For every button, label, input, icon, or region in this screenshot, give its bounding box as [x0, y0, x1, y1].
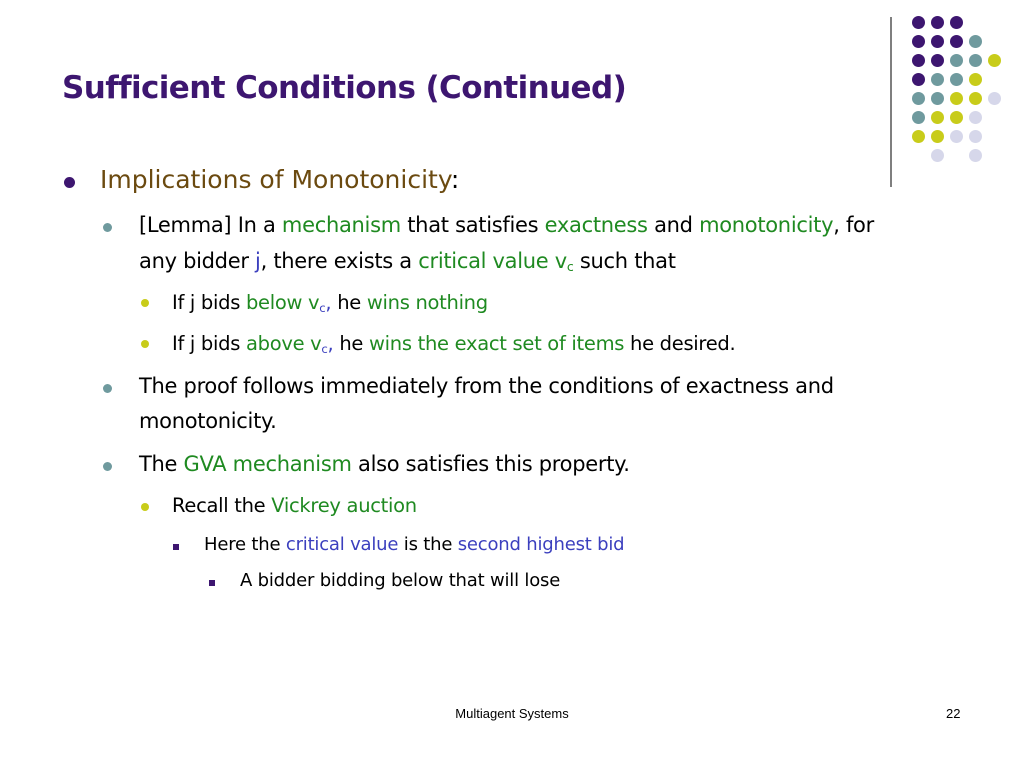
below-comma: , [325, 291, 332, 314]
bullet-below [172, 291, 488, 315]
grid-dot [912, 35, 925, 48]
grid-dot [969, 130, 982, 143]
lemma-text: any bidder [139, 249, 256, 273]
grid-dot [912, 54, 925, 67]
implications-colon: : [450, 165, 460, 194]
gva-text: The [139, 452, 184, 476]
grid-dot [950, 54, 963, 67]
lemma-text: , there exists a [260, 249, 419, 273]
term-wins-exact-set: wins the exact set of items [369, 332, 625, 355]
term-above-v: above v [245, 332, 322, 355]
lemma-text: , for [833, 213, 874, 237]
grid-dot [969, 54, 982, 67]
grid-dot [950, 111, 963, 124]
term-critical-value: critical value v [418, 249, 567, 273]
bullet-above [172, 332, 735, 356]
grid-dot [969, 35, 982, 48]
grid-dot [950, 92, 963, 105]
term-monotonicity: monotonicity [699, 213, 834, 237]
term-wins-nothing: wins nothing [366, 291, 488, 314]
grid-dot [969, 73, 982, 86]
grid-dot [969, 111, 982, 124]
grid-dot [912, 130, 925, 143]
grid-dot [912, 111, 925, 124]
bullet-proof-line1: The proof follows immediately from the conditions of exactness and [139, 374, 834, 398]
critical-text: is the [398, 534, 458, 555]
bullet-dot [141, 340, 149, 348]
gva-text: also satisfies this property. [351, 452, 630, 476]
bullet-dot [103, 384, 112, 393]
footer-title: Multiagent Systems [455, 706, 569, 721]
grid-dot [931, 130, 944, 143]
grid-dot [931, 111, 944, 124]
bullet-lemma-line1 [139, 213, 874, 237]
grid-dot [969, 92, 982, 105]
decorative-divider [890, 17, 892, 187]
above-text: he [333, 332, 370, 355]
grid-dot [931, 16, 944, 29]
term-gva-mechanism: GVA mechanism [183, 452, 352, 476]
grid-dot [950, 73, 963, 86]
grid-dot [988, 92, 1001, 105]
term-vickrey-auction: Vickrey auction [271, 494, 417, 517]
grid-dot [912, 16, 925, 29]
page-number: 22 [946, 706, 961, 721]
lemma-text: such that [573, 249, 676, 273]
bullet-dot [64, 177, 75, 188]
implications-text: Implications of Monotonicity [100, 165, 451, 194]
grid-dot [912, 92, 925, 105]
above-text: he desired. [624, 332, 736, 355]
term-mechanism: mechanism [281, 213, 401, 237]
grid-dot [931, 35, 944, 48]
grid-dot [931, 92, 944, 105]
above-text: If j bids [172, 332, 246, 355]
bullet-gva [139, 452, 630, 476]
term-second-highest-bid: second highest bid [457, 534, 625, 555]
grid-dot [931, 73, 944, 86]
bullet-critical [204, 534, 624, 555]
bullet-dot [103, 223, 112, 232]
below-text: he [331, 291, 367, 314]
term-below-v: below v [245, 291, 320, 314]
grid-dot [988, 54, 1001, 67]
lemma-text: [Lemma] In a [139, 213, 282, 237]
below-text: If j bids [172, 291, 246, 314]
lemma-text: and [647, 213, 700, 237]
term-critical-value: critical value [285, 534, 399, 555]
term-j: j [255, 249, 261, 273]
grid-dot [950, 130, 963, 143]
bullet-lose: A bidder bidding below that will lose [240, 570, 561, 591]
bullet-dot [141, 503, 149, 511]
bullet-square [173, 544, 179, 550]
slide-title: Sufficient Conditions (Continued) [62, 70, 627, 106]
subscript-c: c [321, 341, 328, 356]
term-exactness: exactness [544, 213, 648, 237]
subscript-c: c [319, 300, 326, 315]
grid-dot [950, 35, 963, 48]
bullet-dot [103, 462, 112, 471]
grid-dot [912, 73, 925, 86]
recall-text: Recall the [172, 494, 272, 517]
above-comma: , [327, 332, 334, 355]
bullet-recall [172, 494, 417, 517]
bullet-implications [100, 165, 459, 194]
bullet-lemma-line2 [139, 249, 676, 274]
bullet-proof-line2: monotonicity. [139, 409, 277, 433]
grid-dot [931, 149, 944, 162]
grid-dot [931, 54, 944, 67]
critical-text: Here the [204, 534, 286, 555]
grid-dot [969, 149, 982, 162]
bullet-square [209, 580, 215, 586]
lemma-text: that satisfies [400, 213, 545, 237]
grid-dot [950, 16, 963, 29]
bullet-dot [141, 299, 149, 307]
subscript-c: c [566, 259, 574, 275]
